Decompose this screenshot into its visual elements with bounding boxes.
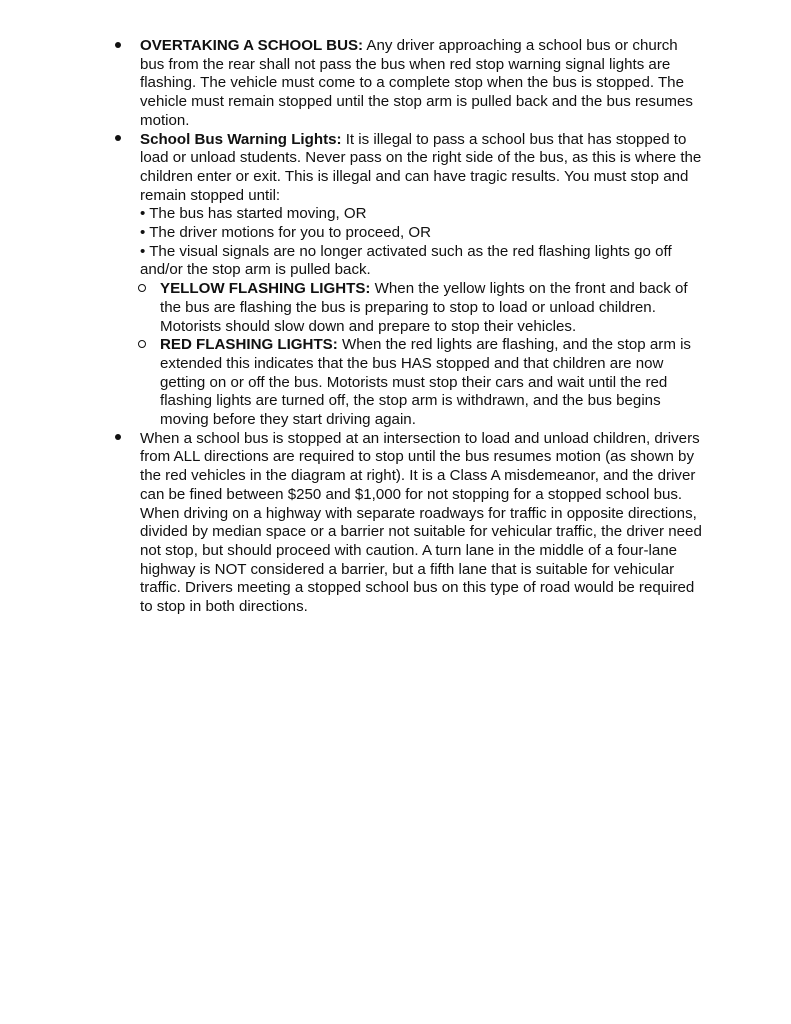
condition-line: • The bus has started moving, OR [140, 205, 367, 223]
sub-item-body: When the red lights are flashing, and the stop arm is extended this indicates that the bus HAS stopped and that children are now getting on or off the bus. Motorists must stop their cars and wait until the red flashing lights are turned off, the stop arm is withdrawn, and the bus begins moving before they start driving again. [160, 336, 691, 429]
sub-item-body: When the yellow lights on the front and back of the bus are flashing the bus is preparing to stop to load or unload children. Motorists should slow down and prepare to stop their vehicles. [160, 280, 688, 335]
list-item-overtaking-school-bus [113, 37, 703, 131]
item-body: It is illegal to pass a school bus that has stopped to load or unload students. Never pass on the right side of the bus, as this is where the children enter or exit. This is illegal and can have tragic results. You must stop and remain stopped until: [140, 130, 702, 204]
item-body: Any driver approaching a school bus or church bus from the rear shall not pass the bus when red stop warning signal lights are flashing. The vehicle must come to a complete stop when the bus is stopped. The vehicle must remain stopped until the stop arm is pulled back and the bus resumes motion. [140, 37, 693, 129]
item-lead: School Bus Warning Lights: [140, 130, 342, 148]
document-body [113, 37, 703, 617]
hollow-bullet-icon [138, 280, 148, 299]
list-item-warning-lights [113, 131, 703, 281]
item-body: When a school bus is stopped at an intersection to load and unload children, drivers from ALL directions are required to stop until the bus resumes motion (as shown by the red vehicles in the diagram at right). It is a Class A misdemeanor, and the driver can be fined between $250 and $1,000 for not stopping for a stopped school bus. When driving on a highway with separate roadways for traffic in opposite directions, divided by median space or a barrier not suitable for vehicular traffic, the driver need not stop, but should proceed with caution. A turn lane in the middle of a four-lane highway is NOT considered a barrier, but a fifth lane that is suitable for vehicular traffic. Drivers meeting a stopped school bus on this type of road would be required to stop in both directions. [140, 429, 702, 616]
bullet-icon [113, 37, 123, 56]
sub-item-lead: RED FLASHING LIGHTS: [160, 336, 338, 354]
sub-item-red-lights [113, 336, 703, 430]
bullet-icon [113, 430, 123, 449]
list-item-intersection-stop [113, 430, 703, 617]
sub-item-yellow-lights [113, 280, 703, 336]
hollow-bullet-icon [138, 336, 148, 355]
condition-line: • The driver motions for you to proceed, OR [140, 224, 432, 242]
bullet-icon [113, 131, 123, 150]
item-lead: OVERTAKING A SCHOOL BUS: [140, 37, 364, 54]
condition-line: • The visual signals are no longer activated such as the red flashing lights go off and/or the stop arm is pulled back. [140, 242, 672, 279]
sub-item-lead: YELLOW FLASHING LIGHTS: [160, 280, 371, 298]
